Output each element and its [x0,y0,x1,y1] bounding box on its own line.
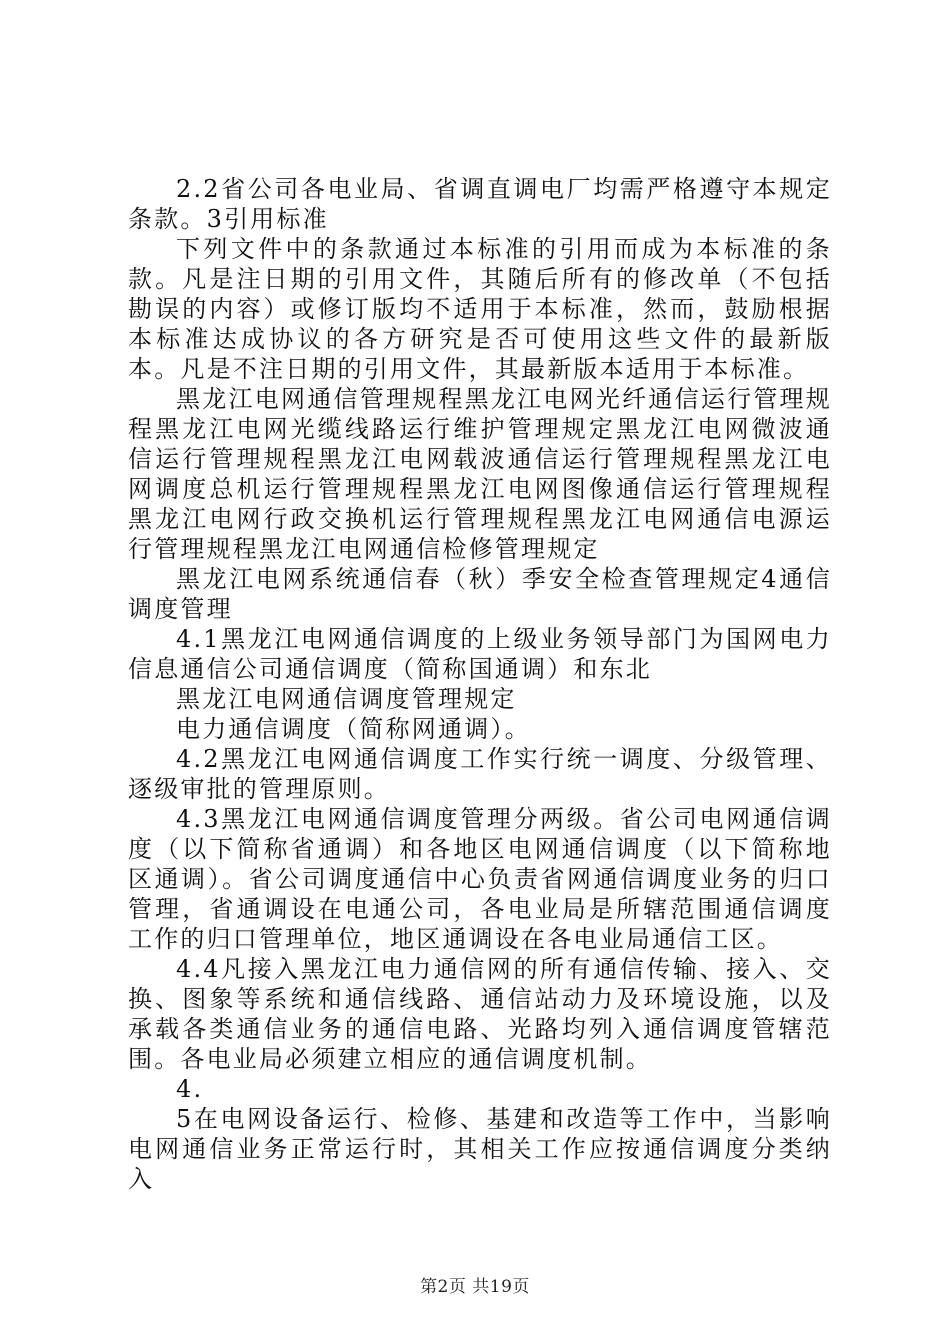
paragraph-safety-check: 黑龙江电网系统通信春（秋）季安全检查管理规定4通信调度管理 [128,565,832,623]
paragraph-scope-2-2: 2.2省公司各电业局、省调直调电厂均需严格遵守本规定条款。3引用标准 [128,175,832,233]
document-body [128,174,832,1194]
paragraph-4-1: 4.1黑龙江电网通信调度的上级业务领导部门为国网电力信息通信公司通信调度（简称国通调）和东北 [128,625,832,683]
paragraph-title-fragment: 黑龙江电网通信调度管理规定 [176,685,517,713]
paragraph-4-3: 4.3黑龙江电网通信调度管理分两级。省公司电网通信调度（以下简称省通调）和各地区电网通信调度（以下简称地区通调）。省公司调度通信中心负责省网通信调度业务的归口管理，省通调设在电通公司，各电业局是所辖范围通信调度工作的归口管理单位，地区通调设在各电业局通信工区。 [128,805,832,953]
paragraph-4-5: 5在电网设备运行、检修、基建和改造等工作中，当影响电网通信业务正常运行时，其相关工作应按通信调度分类纳入 [128,1105,832,1193]
paragraph-referenced-standards: 下列文件中的条款通过本标准的引用而成为本标准的条款。凡是注日期的引用文件，其随后所有的修改单（不包括勘误的内容）或修订版均不适用于本标准，然而，鼓励根据本标准达成协议的各方研究是否可使用这些文件的最新版本。凡是不注日期的引用文件，其最新版本适用于本标准。 [128,235,832,383]
paragraph-4-4: 4.4凡接入黑龙江电力通信网的所有通信传输、接入、交换、图象等系统和通信线路、通信站动力及环境设施，以及承载各类通信业务的通信电路、光路均列入通信调度管辖范围。各电业局必须建立相应的通信调度机制。 [128,955,832,1073]
paragraph-4-fragment: 4. [176,1075,204,1103]
paragraph-regulation-list: 黑龙江电网通信管理规程黑龙江电网光纤通信运行管理规程黑龙江电网光缆线路运行维护管理规定黑龙江电网微波通信运行管理规程黑龙江电网载波通信运行管理规程黑龙江电网调度总机运行管理规程黑龙江电网图像通信运行管理规程黑龙江电网行政交换机运行管理规程黑龙江电网通信电源运行管理规程黑龙江电网通信检修管理规定 [128,385,832,563]
page-number-footer: 第2页 共19页 [420,1277,530,1297]
paragraph-4-2: 4.2黑龙江电网通信调度工作实行统一调度、分级管理、逐级审批的管理原则。 [128,745,832,803]
paragraph-4-1-continued: 电力通信调度（简称网通调）。 [176,715,531,743]
